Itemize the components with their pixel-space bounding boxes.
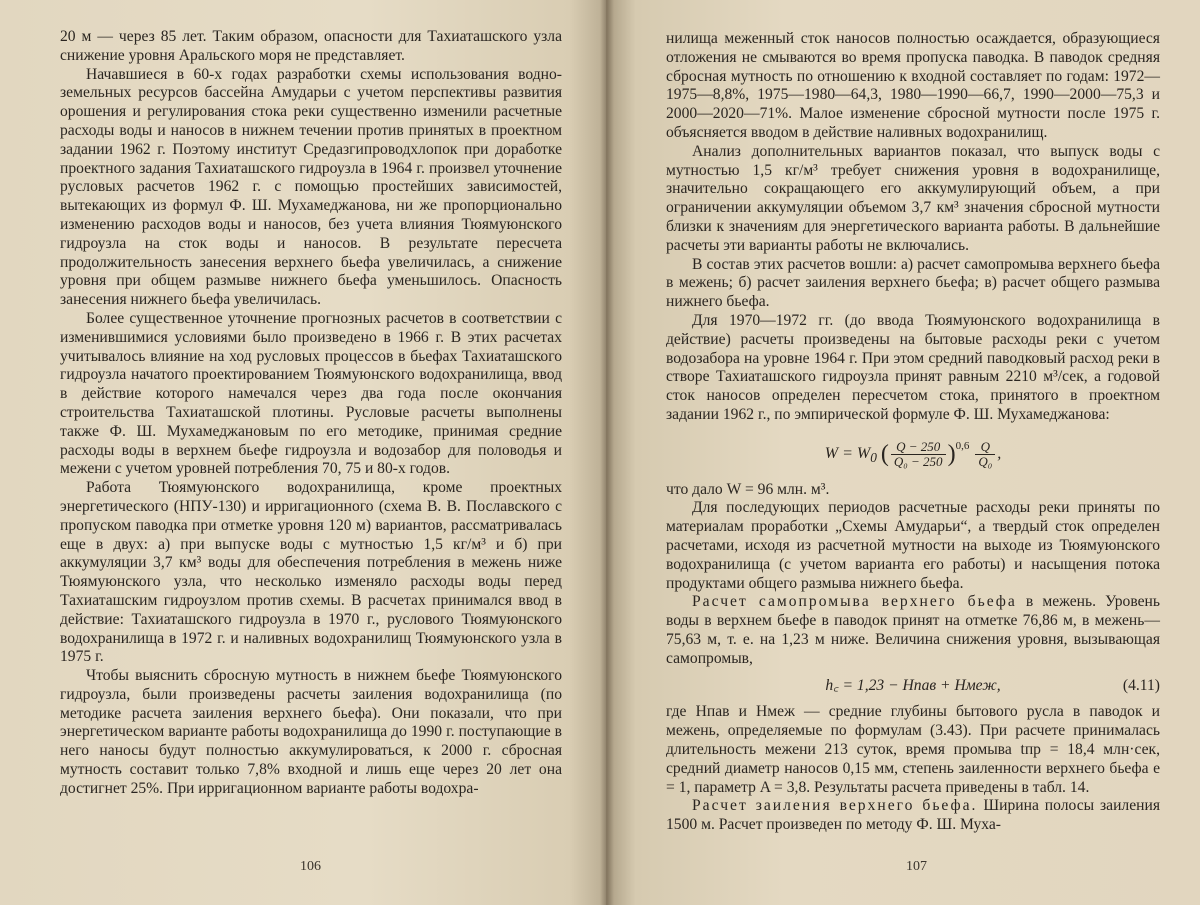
right-paragraph-3: В состав этих расчетов вошли: а) расчет самопромыва верхнего бьефа в межень; б) расчет заиления верхнего бьефа; в) расчет общего размыва нижнего бьефа.	[666, 255, 1160, 311]
left-paragraph-1: 20 м — через 85 лет. Таким образом, опасности для Тахиаташского узла снижение уровня Аральского моря не представляет.	[60, 28, 562, 64]
formula-sub0: 0	[870, 449, 877, 465]
right-paragraph-7: где Hпав и Hмеж — средние глубины бытового русла в паводок и межень, определяемые по формулам (3.43). При расчете принималась длительность межени 213 суток, время промыва tпр = 18,4 млн·сек, средний диаметр наносов 0,15 мм, степень заиленности верхнего бьефа e = 1, параметр A = 3,8. Результаты расчета приведены в табл. 14.	[666, 703, 1160, 796]
left-paragraph-5: Чтобы выяснить сбросную мутность в нижнем бьефе Тюямуюнского гидроузла, были произведены расчеты заиления водохранилища (по методике расчета заиления верхнего бьефа). Они показали, что при энергетическом варианте работы водохранилища до 1990 г. поступающие в него наносы будут полностью аккумулироваться, к 2000 г. сбросная мутность составит только 7,8% входной и лишь еще через 20 лет она достигнет 25%. При ирригационном варианте работы водохра-	[60, 667, 562, 797]
formula-denominator-1: Q₀ − 250	[893, 453, 943, 469]
right-paragraph-8	[666, 797, 1160, 835]
left-paragraph-4: Работа Тюямуюнского водохранилища, кроме проектных энергетического (НПУ-130) и ирригационного (схема В. В. Пославского с пропуском паводка при отметке уровня 120 м) вариантов, рассматривалась еще в двух: а) при выпуске воды с мутностью 1,5 кг/м³ и б) при аккумуляции 3,7 км³ воды для обеспечения потребления в межень ниже Тюямуюнского узла, что несколько изменяло расходы воды перед Тахиаташским гидроузлом против схемы. В расчетах принимался ввод в действие: Тахиаташского гидроузла в 1970 г., руслового Тюямуюнского водохранилища в 1972 г. и наливных водохранилищ Тюямуюнского узла в 1975 г.	[60, 479, 562, 666]
right-paragraph-5: Для последующих периодов расчетные расходы реки приняты по материалам проработки „Схемы Амударьи“, а твердый сток определен расчетами, исходя из расчетной мутности на выходе из Тюямуюнского водохранилища (с учетом варианта его работы) и насыщения потока продуктами общего размыва нижнего бьефа.	[666, 499, 1160, 592]
right-page	[606, 0, 1200, 905]
left-paragraph-2: Начавшиеся в 60-х годах разработки схемы использования водно-земельных ресурсов бассейна Амударьи с учетом перспективы развития орошения и регулирования стока реки существенно изменили расчетные расходы воды и наносов в нижнем течении против принятых в проектном задании 1962 г. Поэтому институт Средазгипроводхлопок при доработке проектного задания Тахиаташского гидроузла в 1964 г. произвел уточнение русловых расчетов 1962 г. с помощью простейших зависимостей, вытекающих из формул Ф. Ш. Мухамеджанова, ни же пропорционально изменению расходов воды и наносов, без учета влияния Тюямуюнского гидроузла на сток воды и наносов. В результате пересчета продолжительность занесения верхнего бьефа увеличилась, а снижение уровня при общем размыве нижнего бьефа уменьшилось. Опасность занесения нижнего бьефа увеличилась.	[60, 65, 562, 309]
right-paragraph-8-text: Ширина полосы заиления 1500 м. Расчет произведен по методу Ф. Ш. Муха-	[666, 797, 1160, 834]
formula-tail: ,	[997, 444, 1002, 462]
formula-exponent: 0,6	[955, 439, 970, 452]
formula-denominator-2: Q₀	[978, 453, 993, 469]
formula-fraction-1	[891, 440, 946, 469]
left-paragraph-3: Более существенное уточнение прогнозных расчетов в соответствии с изменившимися условиями было произведено в 1966 г. В этих расчетах учитывалось влияние на ход русловых процессов в бьефах Тахиаташского гидроузла начатого проектированием Тюямуюнского водохранилища, ввод в действие которого намечался через два года после окончания строительства Тахиаташской плотины. Русловые расчеты выполнены также Ф. Ш. Мухамеджановым по его методике, принимая средние расходы воды в верхнем бьефе гидроузла и водозабор для половодья и межени с учетом уровней потребления 70, 75 и 80-х годов.	[60, 309, 562, 478]
right-paragraph-6-text: в межень. Уровень воды в верхнем бьефе в паводок принят на отметке 76,86 м, в межень—75,63 м, т. е. на 1,23 м ниже. Величина снижения уровня, вызывающая самопромыв,	[666, 593, 1161, 667]
right-page-number: 107	[906, 859, 927, 875]
left-page-number: 106	[300, 859, 321, 875]
result-line: что дало W = 96 млн. м³.	[666, 480, 830, 498]
right-paragraph-6	[666, 593, 1160, 668]
equation-number: (4.11)	[1122, 676, 1160, 694]
formula-numerator-2: Q	[975, 440, 995, 455]
formula-close-paren: )	[947, 440, 956, 467]
section-heading-siltation: Расчет заиления верхнего бьефа.	[692, 797, 978, 815]
formula2-text: h꜀ = 1,23 − Hпав + Hмеж,	[825, 676, 1001, 694]
right-paragraph-4: Для 1970—1972 гг. (до ввода Тюямуюнского водохранилища в действие) расчеты произведены на бытовые расходы реки с учетом водозабора на уровне 1964 г. При этом средний паводковый расход реки в створе Тахиаташского гидроузла принят равным 2210 м³/сек, а годовой сток наносов определен пересчетом стока, принятого в проектном задании 1962 г., по эмпирической формуле Ф. Ш. Мухамеджанова:	[666, 311, 1160, 423]
formula-lhs: W = W	[824, 444, 871, 462]
section-heading-self-flushing: Расчет самопромыва верхнего бьефа	[692, 593, 1017, 611]
right-paragraph-2: Анализ дополнительных вариантов показал, что выпуск воды с мутностью 1,5 кг/м³ требует снижения уровня в водохранилище, значительно сокращающего его аккумулирующий объем, а при ограничении аккумуляции объемом 3,7 км³ значения сбросной мутности близки к значениям для энергетического варианта работы. В дальнейшие расчеты эти варианты работы не включались.	[666, 142, 1160, 254]
right-paragraph-1: нилища меженный сток наносов полностью осаждается, образующиеся отложения не смываются во время пропуска паводка. В паводок средняя сбросная мутность по отношению к входной составляет по годам: 1972—1975—8,8%, 1975—1980—64,3, 1980—1990—66,7, 1990—2000—75,3 и 2000—2020—71%. Малое изменение сбросной мутности после 1975 г. объясняется вводом в действие наливных водохранилищ.	[666, 30, 1160, 141]
sediment-formula	[666, 437, 1160, 469]
formula-numerator-1: Q − 250	[891, 440, 946, 455]
formula-fraction-2	[975, 440, 995, 469]
level-drop-formula	[666, 677, 1160, 696]
formula-open-paren: (	[880, 440, 889, 467]
